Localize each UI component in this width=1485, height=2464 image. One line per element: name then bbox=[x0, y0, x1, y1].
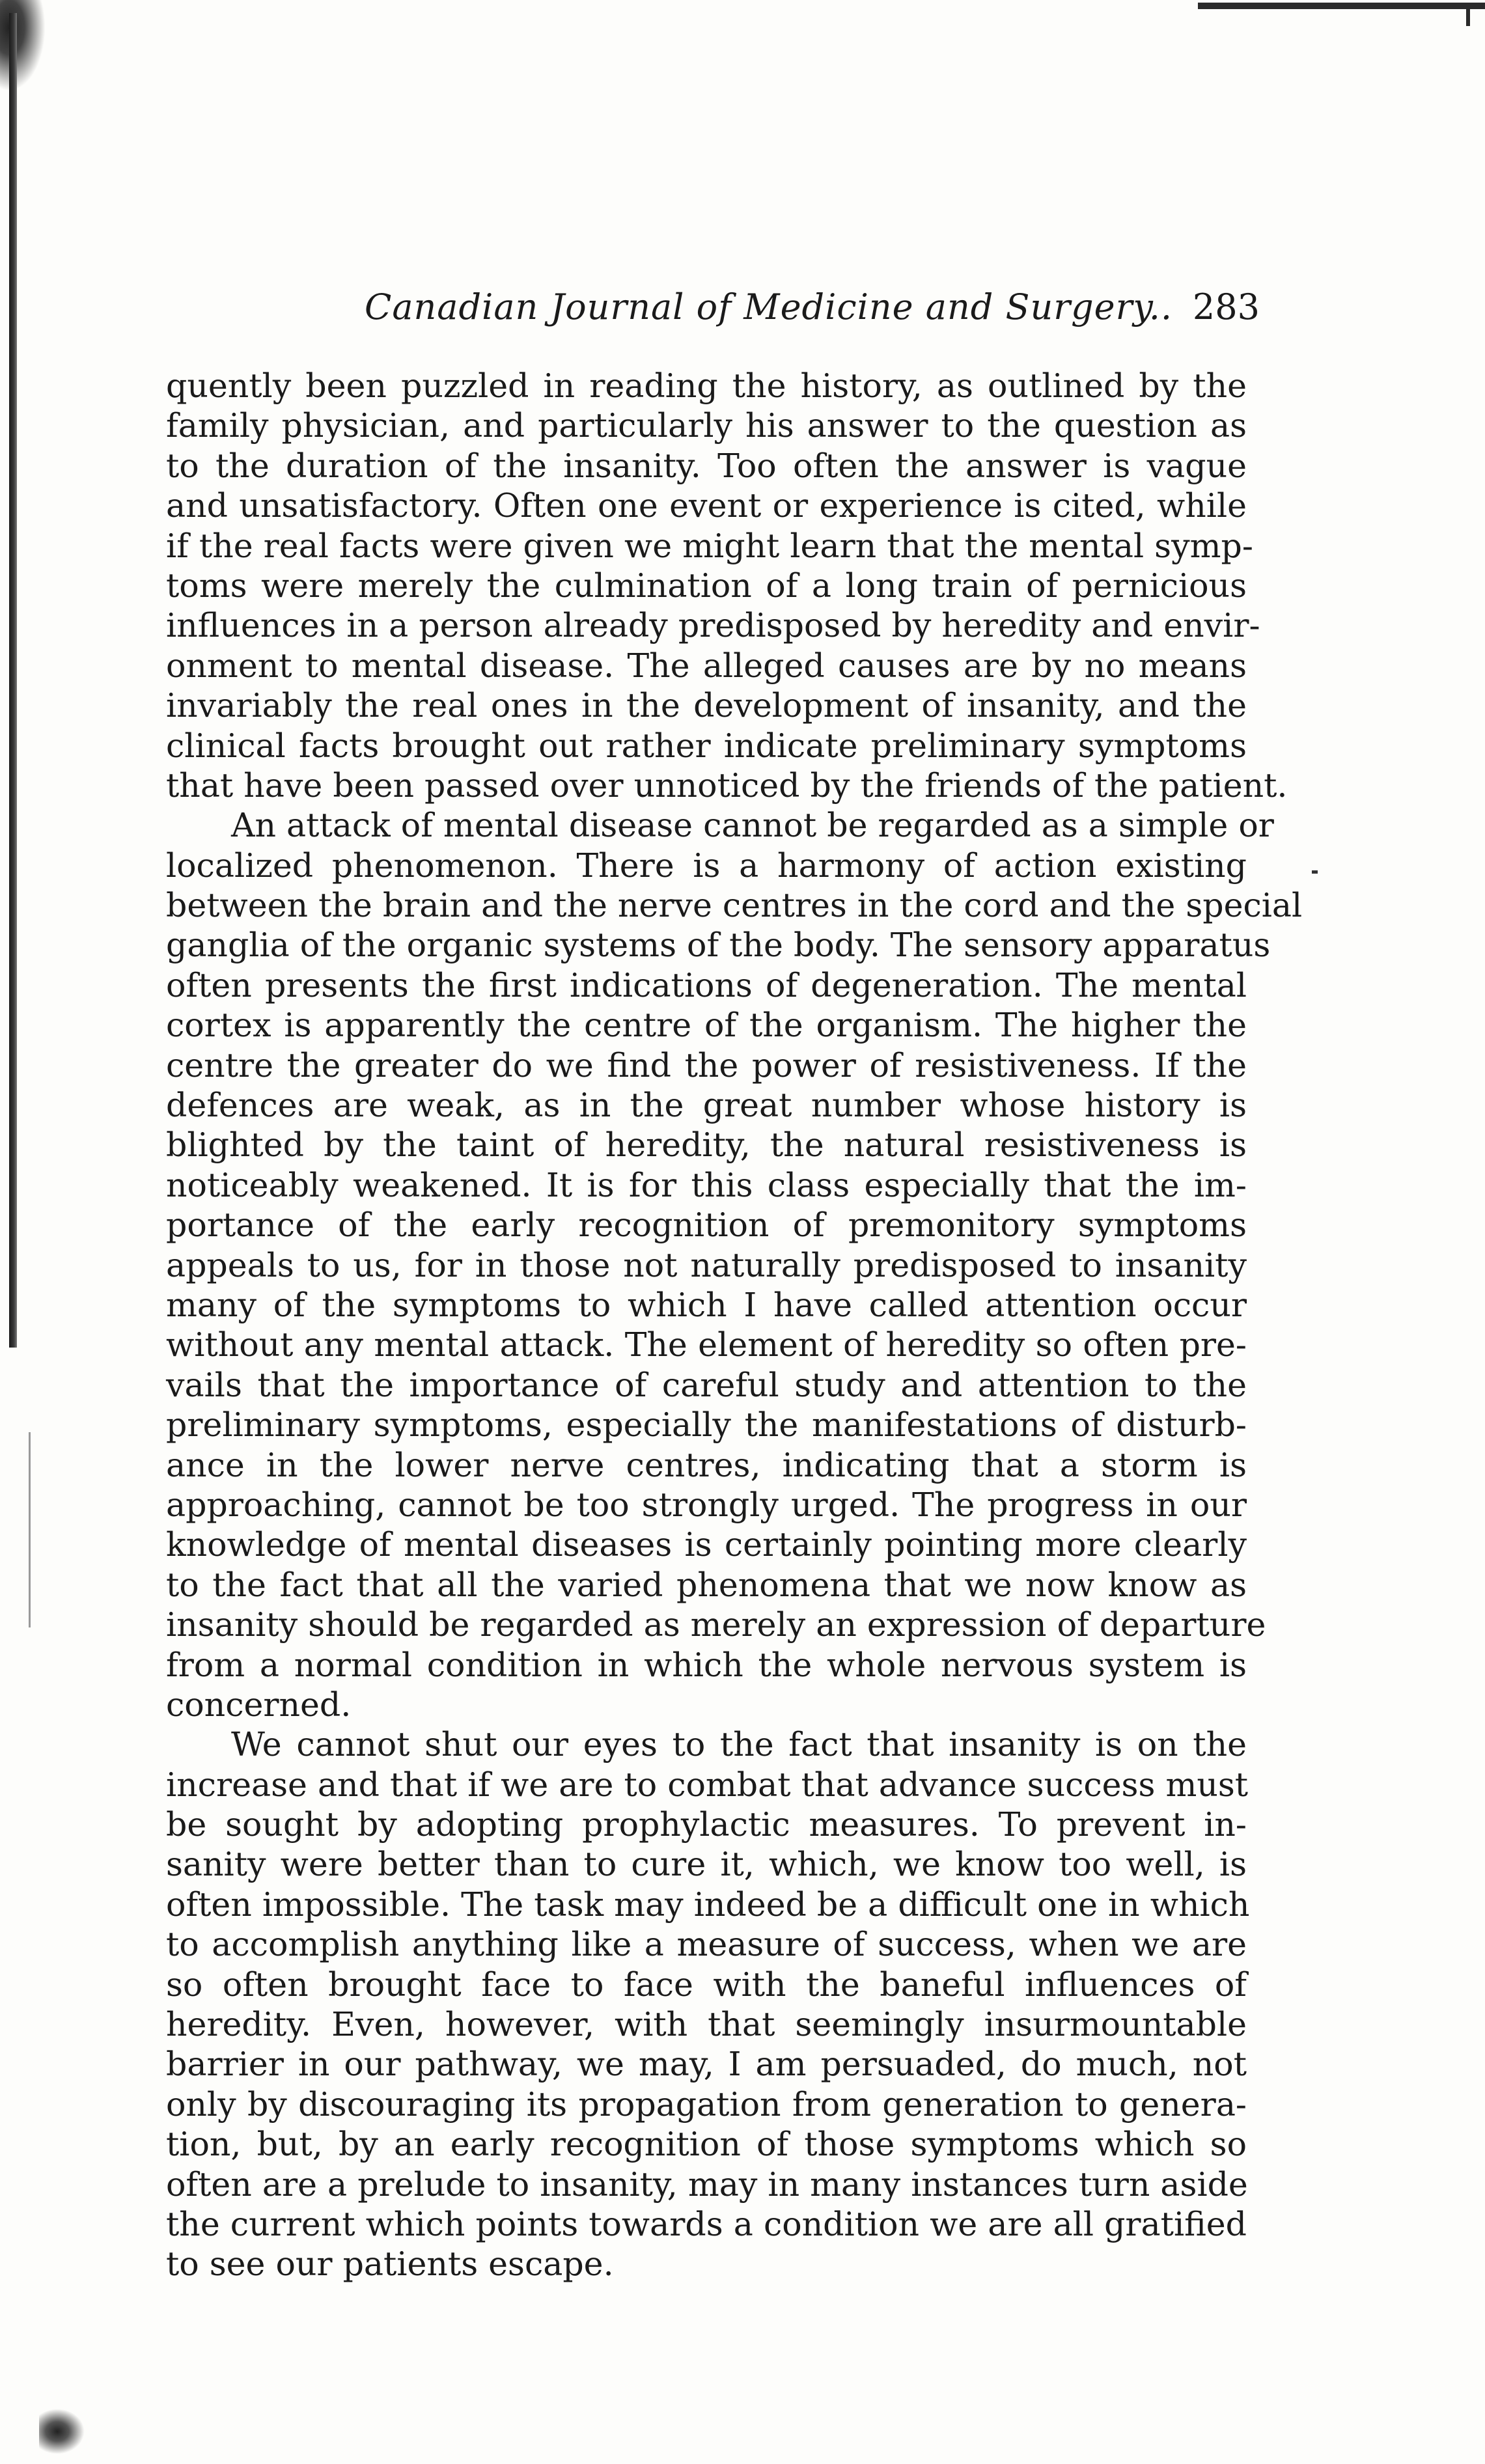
text-line: portance of the early recognition of premonitory symptoms bbox=[166, 1206, 1247, 1245]
text-line: vails that the importance of careful study and attention to the bbox=[166, 1365, 1247, 1404]
text-line: toms were merely the culmination of a long train of pernicious bbox=[166, 566, 1247, 605]
text-line: cortex is apparently the centre of the organism. The higher the bbox=[166, 1006, 1247, 1045]
scan-artifact-top-left bbox=[0, 0, 46, 91]
text-line: the current which points towards a condition we are all gratified bbox=[166, 2204, 1247, 2243]
scan-artifact-top-tick bbox=[1466, 9, 1470, 26]
text-line: many of the symptoms to which I have called attention occur bbox=[166, 1285, 1247, 1324]
binding-edge-shadow bbox=[9, 13, 17, 1348]
text-line: from a normal condition in which the whole nervous system is bbox=[166, 1645, 1247, 1684]
text-line: insanity should be regarded as merely an expression of departure bbox=[166, 1605, 1266, 1644]
text-line: that have been passed over unnoticed by the friends of the patient. bbox=[166, 766, 1288, 805]
journal-title: Canadian Journal of Medicine and Surgery.. bbox=[365, 286, 1173, 327]
text-line: often are a prelude to insanity, may in many instances turn aside bbox=[166, 2165, 1248, 2204]
text-line: knowledge of mental diseases is certainly pointing more clearly bbox=[166, 1525, 1247, 1564]
text-line: and unsatisfactory. Often one event or experience is cited, while bbox=[166, 486, 1247, 525]
text-line: between the brain and the nerve centres in the cord and the special bbox=[166, 886, 1303, 925]
paragraph-1 bbox=[166, 366, 1288, 805]
text-line: sanity were better than to cure it, which, we know too well, is bbox=[166, 1845, 1247, 1884]
text-line: so often brought face to face with the baneful influences of bbox=[166, 1965, 1247, 2004]
text-line: heredity. Even, however, with that seemingly insurmountable bbox=[166, 2005, 1247, 2044]
text-line: noticeably weakened. It is for this class especially that the im- bbox=[166, 1165, 1247, 1204]
paragraph-3 bbox=[166, 1724, 1250, 2284]
text-line: localized phenomenon. There is a harmony of action existing bbox=[166, 846, 1247, 885]
scan-artifact-top-rule bbox=[1198, 3, 1485, 9]
text-line: to the fact that all the varied phenomena that we now know as bbox=[166, 1565, 1247, 1604]
text-line: if the real facts were given we might learn that the mental symp- bbox=[166, 526, 1253, 565]
text-line: increase and that if we are to combat that advance success must bbox=[166, 1765, 1249, 1804]
paragraph-2 bbox=[166, 805, 1303, 1724]
page-number: 283 bbox=[1192, 286, 1260, 327]
text-line: preliminary symptoms, especially the manifestations of disturb- bbox=[166, 1405, 1247, 1445]
text-line: blighted by the taint of heredity, the natural resistiveness is bbox=[166, 1126, 1247, 1165]
text-line: concerned. bbox=[166, 1685, 352, 1724]
text-line: An attack of mental disease cannot be regarded as a simple or bbox=[231, 806, 1274, 845]
text-line: appeals to us, for in those not naturally predisposed to insanity bbox=[166, 1245, 1247, 1284]
scan-artifact-bottom-left bbox=[39, 2409, 85, 2454]
text-line: family physician, and particularly his answer to the question as bbox=[166, 406, 1247, 445]
text-line: defences are weak, as in the great number whose history is bbox=[166, 1086, 1247, 1125]
text-line: often presents the first indications of degeneration. The mental bbox=[166, 965, 1247, 1004]
text-line: only by discouraging its propagation from generation to genera- bbox=[166, 2084, 1247, 2124]
text-line: barrier in our pathway, we may, I am persuaded, do much, not bbox=[166, 2045, 1247, 2084]
scan-artifact-dot bbox=[1312, 870, 1318, 874]
text-line: be sought by adopting prophylactic measures. To prevent in- bbox=[166, 1805, 1247, 1844]
text-line: onment to mental disease. The alleged causes are by no means bbox=[166, 646, 1247, 685]
text-line: influences in a person already predisposed by heredity and envir- bbox=[166, 606, 1260, 645]
text-line: approaching, cannot be too strongly urged. The progress in our bbox=[166, 1485, 1247, 1524]
text-line: clinical facts brought out rather indicate preliminary symptoms bbox=[166, 726, 1247, 765]
text-line: We cannot shut our eyes to the fact that insanity is on the bbox=[231, 1725, 1247, 1764]
text-line: to accomplish anything like a measure of success, when we are bbox=[166, 1925, 1247, 1964]
binding-edge-line bbox=[29, 1432, 31, 1627]
text-line: ganglia of the organic systems of the body. The sensory apparatus bbox=[166, 926, 1271, 965]
text-line: without any mental attack. The element of heredity so often pre- bbox=[166, 1325, 1247, 1364]
running-head bbox=[365, 286, 1260, 332]
text-line: invariably the real ones in the development of insanity, and the bbox=[166, 686, 1247, 725]
text-line: to see our patients escape. bbox=[166, 2245, 614, 2284]
body-text bbox=[166, 366, 1303, 2284]
text-line: to the duration of the insanity. Too often the answer is vague bbox=[166, 446, 1247, 485]
text-line: centre the greater do we find the power of resistiveness. If the bbox=[166, 1045, 1247, 1085]
text-line: often impossible. The task may indeed be a difficult one in which bbox=[166, 1885, 1250, 1924]
text-line: tion, but, by an early recognition of those symptoms which so bbox=[166, 2125, 1247, 2164]
text-line: ance in the lower nerve centres, indicating that a storm is bbox=[166, 1445, 1247, 1484]
text-line: quently been puzzled in reading the history, as outlined by the bbox=[166, 367, 1247, 405]
